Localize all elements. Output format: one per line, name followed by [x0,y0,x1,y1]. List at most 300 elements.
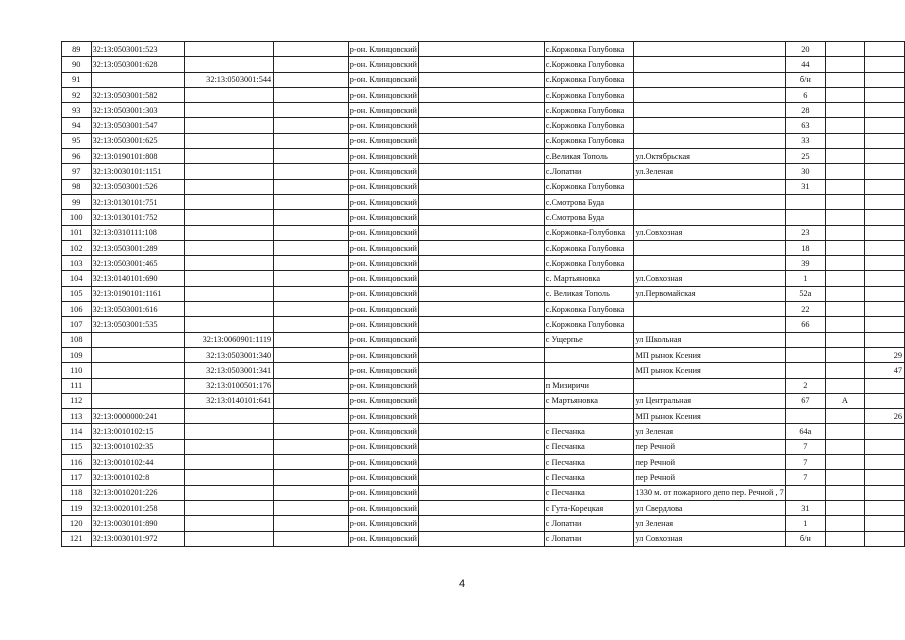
cell-settlement: с.Коржовка Голубовка [544,317,634,332]
cell-house-number: 39 [785,256,825,271]
cell-district: р-он. Клинцовский [348,439,418,454]
cell-empty [418,149,544,164]
cell-empty [274,424,349,439]
cell-street [634,194,785,209]
cell-area [864,149,904,164]
cell-row-number: 110 [62,363,92,378]
cell-house-number: 25 [785,149,825,164]
cell-cadastral-number-alt [184,240,273,255]
cell-building [825,485,864,500]
cell-district: р-он. Клинцовский [348,194,418,209]
cell-cadastral-number: 32:13:0030101:1151 [91,164,184,179]
cell-cadastral-number-alt [184,118,273,133]
cell-settlement: с.Коржовка Голубовка [544,118,634,133]
cell-house-number: 52а [785,286,825,301]
cell-cadastral-number-alt: 32:13:0100501:176 [184,378,273,393]
table-row [62,439,905,454]
cell-row-number: 109 [62,347,92,362]
cell-cadastral-number: 32:13:0503001:628 [91,57,184,72]
cell-area [864,210,904,225]
cell-empty [418,57,544,72]
cell-settlement: с.Коржовка Голубовка [544,240,634,255]
cell-area [864,393,904,408]
table-row [62,378,905,393]
cell-cadastral-number-alt: 32:13:0060901:1119 [184,332,273,347]
cell-empty [418,531,544,546]
cell-building [825,194,864,209]
cell-street [634,42,785,57]
cell-cadastral-number-alt [184,317,273,332]
cell-house-number [785,363,825,378]
cell-district: р-он. Клинцовский [348,42,418,57]
table-row [62,225,905,240]
cell-cadastral-number-alt [184,531,273,546]
cell-building [825,531,864,546]
cell-cadastral-number [91,72,184,87]
cell-cadastral-number-alt [184,455,273,470]
table-row [62,179,905,194]
cell-row-number: 121 [62,531,92,546]
cell-empty [418,409,544,424]
cell-street [634,118,785,133]
cell-house-number [785,347,825,362]
cell-row-number: 119 [62,500,92,515]
table-row [62,133,905,148]
table-row [62,347,905,362]
table-row [62,194,905,209]
cell-area: 47 [864,363,904,378]
cell-cadastral-number-alt [184,42,273,57]
cell-house-number [785,409,825,424]
cell-row-number: 104 [62,271,92,286]
cell-street: пер Речной [634,470,785,485]
cell-area [864,72,904,87]
cell-empty [274,317,349,332]
cell-building [825,516,864,531]
table-row [62,317,905,332]
cell-empty [274,439,349,454]
cell-house-number [785,210,825,225]
cell-cadastral-number-alt [184,439,273,454]
cell-street [634,57,785,72]
cell-area [864,378,904,393]
cell-house-number: 31 [785,179,825,194]
cell-cadastral-number: 32:13:0503001:526 [91,179,184,194]
cell-street [634,378,785,393]
cell-house-number: 20 [785,42,825,57]
table-row [62,516,905,531]
table-row [62,393,905,408]
cell-row-number: 92 [62,87,92,102]
cell-row-number: 103 [62,256,92,271]
cell-district: р-он. Клинцовский [348,455,418,470]
cell-row-number: 97 [62,164,92,179]
cell-empty [274,516,349,531]
cell-building [825,164,864,179]
cell-empty [274,72,349,87]
cell-district: р-он. Клинцовский [348,363,418,378]
cell-cadastral-number: 32:13:0130101:752 [91,210,184,225]
cell-street: ул.Октябрьская [634,149,785,164]
cell-empty [274,42,349,57]
cell-settlement: с.Коржовка Голубовка [544,133,634,148]
cell-cadastral-number-alt [184,133,273,148]
cell-empty [418,317,544,332]
cell-district: р-он. Клинцовский [348,424,418,439]
cell-empty [418,424,544,439]
cell-building [825,409,864,424]
cell-street: ул Центральная [634,393,785,408]
cell-empty [274,531,349,546]
cell-area [864,240,904,255]
table-row [62,531,905,546]
cell-row-number: 100 [62,210,92,225]
cell-cadastral-number: 32:13:0190101:808 [91,149,184,164]
cell-street [634,133,785,148]
cell-empty [418,210,544,225]
table-row [62,164,905,179]
cell-settlement: с Песчанка [544,470,634,485]
cell-cadastral-number: 32:13:0030101:890 [91,516,184,531]
cell-area [864,485,904,500]
table-row [62,87,905,102]
cell-cadastral-number-alt [184,164,273,179]
table-row [62,470,905,485]
cell-building [825,347,864,362]
cell-cadastral-number: 32:13:0503001:289 [91,240,184,255]
cell-district: р-он. Клинцовский [348,225,418,240]
table-row [62,103,905,118]
cell-empty [418,470,544,485]
table-row [62,286,905,301]
cell-row-number: 116 [62,455,92,470]
cell-building [825,500,864,515]
cell-row-number: 93 [62,103,92,118]
cell-area [864,225,904,240]
cell-empty [418,500,544,515]
cell-district: р-он. Клинцовский [348,393,418,408]
cell-row-number: 105 [62,286,92,301]
cell-row-number: 96 [62,149,92,164]
cell-house-number: 6 [785,87,825,102]
cell-area: 26 [864,409,904,424]
cell-cadastral-number: 32:13:0010102:15 [91,424,184,439]
cell-empty [418,103,544,118]
cell-empty [418,133,544,148]
cell-row-number: 90 [62,57,92,72]
cell-settlement: с.Великая Тополь [544,149,634,164]
cell-area [864,286,904,301]
cell-row-number: 112 [62,393,92,408]
cell-settlement: с.Смотрова Буда [544,210,634,225]
cell-empty [418,271,544,286]
cell-area [864,164,904,179]
cell-cadastral-number-alt [184,149,273,164]
cell-empty [418,455,544,470]
cell-empty [418,363,544,378]
cell-cadastral-number-alt [184,516,273,531]
cell-row-number: 115 [62,439,92,454]
cell-empty [418,164,544,179]
cell-empty [274,347,349,362]
cell-cadastral-number-alt [184,485,273,500]
cell-cadastral-number [91,363,184,378]
cell-district: р-он. Клинцовский [348,531,418,546]
cell-settlement: с.Лопатни [544,164,634,179]
cell-empty [418,72,544,87]
cell-area [864,500,904,515]
cell-house-number: 23 [785,225,825,240]
cell-street [634,302,785,317]
cell-settlement: с.Смотрова Буда [544,194,634,209]
cell-cadastral-number: 32:13:0503001:582 [91,87,184,102]
cell-building [825,256,864,271]
cell-settlement [544,363,634,378]
cell-empty [418,118,544,133]
cell-area [864,57,904,72]
cell-area [864,118,904,133]
cell-empty [274,286,349,301]
cell-house-number: 63 [785,118,825,133]
cell-empty [274,455,349,470]
cell-row-number: 91 [62,72,92,87]
cell-house-number: 28 [785,103,825,118]
cell-area [864,317,904,332]
cell-cadastral-number: 32:13:0130101:751 [91,194,184,209]
cell-empty [274,194,349,209]
cell-building [825,424,864,439]
cell-building [825,210,864,225]
cell-settlement: с.Коржовка-Голубовка [544,225,634,240]
cell-cadastral-number: 32:13:0010102:8 [91,470,184,485]
cell-settlement: с.Коржовка Голубовка [544,103,634,118]
cell-row-number: 117 [62,470,92,485]
cell-cadastral-number-alt [184,302,273,317]
cell-street: пер Речной [634,455,785,470]
cell-building [825,363,864,378]
registry-table [61,41,905,547]
cell-cadastral-number: 32:13:0010102:35 [91,439,184,454]
cell-building [825,332,864,347]
table-row [62,118,905,133]
cell-street: пер Речной [634,439,785,454]
cell-cadastral-number-alt [184,103,273,118]
cell-settlement: с.Коржовка Голубовка [544,302,634,317]
cell-settlement: с Песчанка [544,424,634,439]
registry-table-body [62,42,905,547]
cell-house-number [785,485,825,500]
cell-area [864,455,904,470]
cell-cadastral-number: 32:13:0140101:690 [91,271,184,286]
cell-settlement: п Мизиричи [544,378,634,393]
cell-building [825,87,864,102]
cell-district: р-он. Клинцовский [348,164,418,179]
cell-street [634,179,785,194]
cell-row-number: 102 [62,240,92,255]
cell-empty [274,164,349,179]
cell-empty [274,378,349,393]
cell-street: ул Школьная [634,332,785,347]
cell-cadastral-number: 32:13:0503001:465 [91,256,184,271]
cell-area [864,87,904,102]
cell-settlement [544,409,634,424]
cell-cadastral-number-alt [184,271,273,286]
cell-settlement [544,347,634,362]
cell-empty [418,393,544,408]
cell-cadastral-number: 32:13:0503001:303 [91,103,184,118]
cell-empty [274,485,349,500]
cell-house-number: 18 [785,240,825,255]
cell-area [864,439,904,454]
cell-empty [274,179,349,194]
cell-district: р-он. Клинцовский [348,302,418,317]
cell-cadastral-number-alt [184,57,273,72]
cell-cadastral-number-alt: 32:13:0140101:641 [184,393,273,408]
cell-area [864,179,904,194]
cell-empty [418,332,544,347]
cell-settlement: с.Коржовка Голубовка [544,256,634,271]
cell-empty [418,179,544,194]
cell-cadastral-number [91,332,184,347]
cell-district: р-он. Клинцовский [348,57,418,72]
cell-area [864,271,904,286]
cell-settlement: с Гута-Корецкая [544,500,634,515]
cell-empty [418,516,544,531]
cell-empty [418,42,544,57]
cell-cadastral-number-alt: 32:13:0503001:340 [184,347,273,362]
cell-area [864,256,904,271]
cell-area [864,194,904,209]
cell-house-number: 1 [785,516,825,531]
cell-building [825,378,864,393]
cell-cadastral-number-alt [184,210,273,225]
cell-building [825,455,864,470]
cell-settlement: с Лопатни [544,516,634,531]
cell-street: 1330 м. от пожарного депо пер. Речной , 7 [634,485,785,500]
cell-row-number: 89 [62,42,92,57]
cell-building [825,240,864,255]
cell-cadastral-number: 32:13:0503001:616 [91,302,184,317]
cell-area [864,103,904,118]
cell-empty [418,485,544,500]
table-row [62,409,905,424]
cell-empty [274,500,349,515]
cell-cadastral-number-alt [184,470,273,485]
cell-empty [274,302,349,317]
cell-settlement: с. Мартьяновка [544,271,634,286]
cell-street: ул.Совхозная [634,225,785,240]
cell-cadastral-number: 32:13:0503001:625 [91,133,184,148]
cell-house-number: 67 [785,393,825,408]
cell-street [634,103,785,118]
cell-empty [418,225,544,240]
cell-empty [418,286,544,301]
cell-street: ул Совхозная [634,531,785,546]
cell-building [825,470,864,485]
cell-house-number [785,332,825,347]
cell-cadastral-number-alt [184,87,273,102]
table-row [62,485,905,500]
cell-cadastral-number: 32:13:0030101:972 [91,531,184,546]
cell-empty [418,256,544,271]
cell-empty [274,332,349,347]
cell-house-number: 7 [785,439,825,454]
cell-building [825,149,864,164]
cell-house-number: 7 [785,455,825,470]
cell-district: р-он. Клинцовский [348,332,418,347]
cell-house-number: 22 [785,302,825,317]
cell-house-number: 31 [785,500,825,515]
table-row [62,500,905,515]
cell-empty [418,302,544,317]
cell-empty [274,133,349,148]
cell-settlement: с Мартьяновка [544,393,634,408]
cell-building [825,72,864,87]
cell-cadastral-number-alt: 32:13:0503001:341 [184,363,273,378]
cell-empty [418,378,544,393]
cell-building [825,271,864,286]
table-row [62,57,905,72]
cell-settlement: с Песчанка [544,485,634,500]
cell-building [825,439,864,454]
cell-area [864,516,904,531]
cell-empty [274,149,349,164]
cell-district: р-он. Клинцовский [348,210,418,225]
cell-cadastral-number [91,347,184,362]
table-row [62,302,905,317]
cell-row-number: 99 [62,194,92,209]
cell-cadastral-number-alt: 32:13:0503001:544 [184,72,273,87]
cell-district: р-он. Клинцовский [348,378,418,393]
table-row [62,363,905,378]
cell-settlement: с Песчанка [544,439,634,454]
cell-empty [274,363,349,378]
cell-empty [274,118,349,133]
cell-area [864,424,904,439]
cell-cadastral-number-alt [184,409,273,424]
cell-cadastral-number: 32:13:0503001:535 [91,317,184,332]
cell-house-number: 7 [785,470,825,485]
cell-cadastral-number [91,378,184,393]
table-row [62,424,905,439]
table-row [62,72,905,87]
table-row [62,332,905,347]
cell-building [825,302,864,317]
cell-district: р-он. Клинцовский [348,87,418,102]
cell-row-number: 118 [62,485,92,500]
cell-house-number: 66 [785,317,825,332]
cell-cadastral-number [91,393,184,408]
cell-settlement: с.Коржовка Голубовка [544,87,634,102]
cell-empty [274,409,349,424]
cell-cadastral-number-alt [184,179,273,194]
cell-street [634,87,785,102]
cell-empty [274,470,349,485]
cell-house-number: 30 [785,164,825,179]
cell-empty [418,240,544,255]
table-row [62,240,905,255]
cell-cadastral-number: 32:13:0000000:241 [91,409,184,424]
cell-street: ул Зеленая [634,516,785,531]
cell-district: р-он. Клинцовский [348,347,418,362]
cell-row-number: 94 [62,118,92,133]
cell-district: р-он. Клинцовский [348,133,418,148]
cell-empty [274,240,349,255]
cell-row-number: 107 [62,317,92,332]
cell-row-number: 101 [62,225,92,240]
cell-settlement: с.Коржовка Голубовка [544,57,634,72]
cell-area [864,302,904,317]
